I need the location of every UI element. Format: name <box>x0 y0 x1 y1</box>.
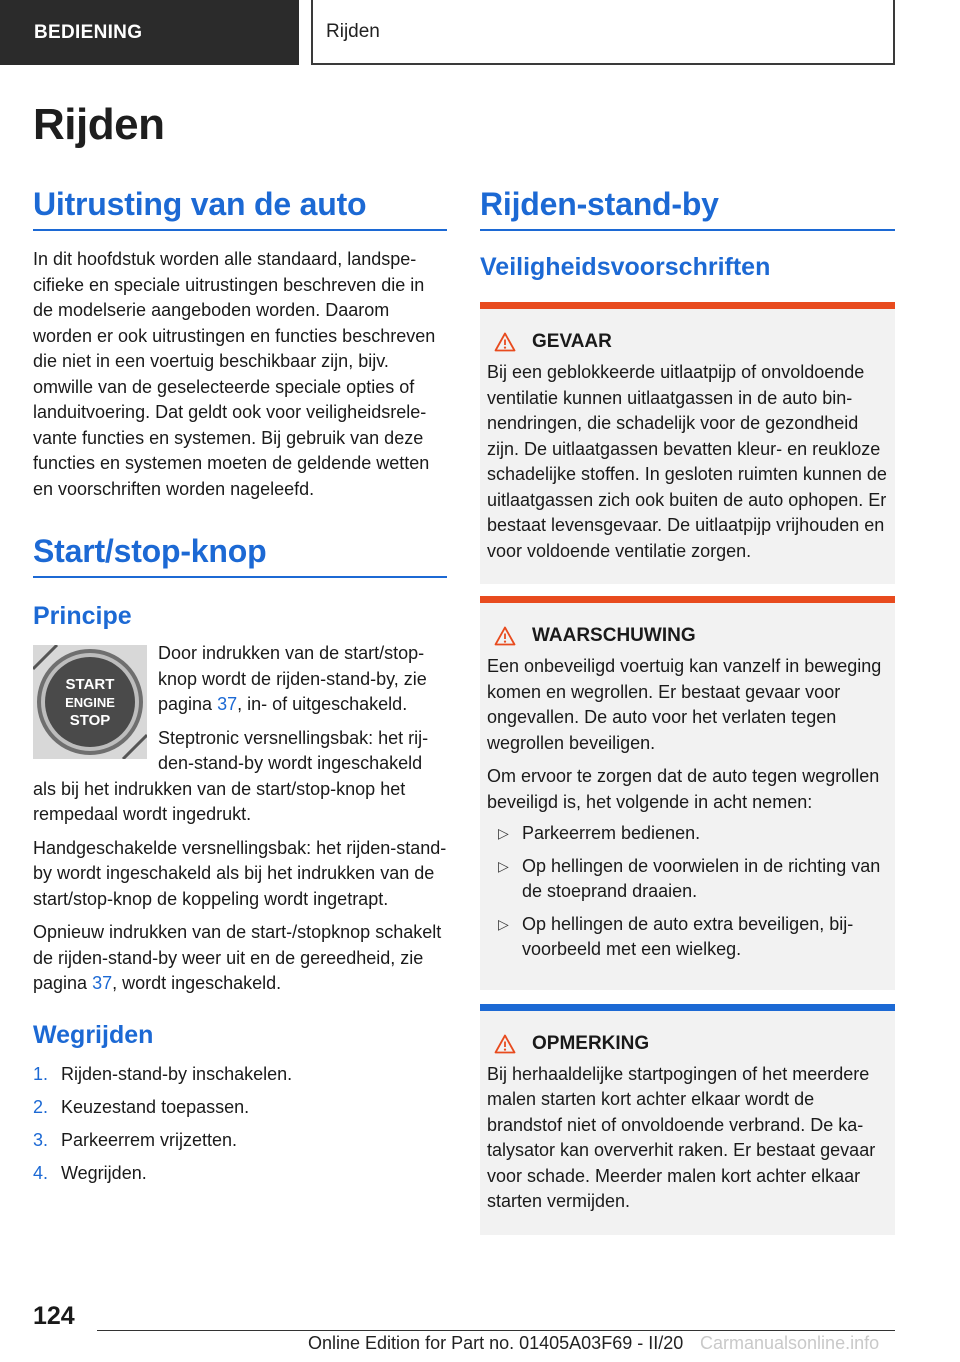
page-link-37[interactable]: 37 <box>217 694 238 714</box>
heading-startstop: Start/stop-knop <box>33 533 447 578</box>
waarschuwing-text-1: Een onbeveiligd voertuig kan vanzelf in beweging komen en wegrollen. Er bestaat gevaar voor ongevallen. De auto voor het verlaten tegen wegrollen beveiligen. <box>487 656 882 753</box>
wegrijden-steps <box>33 1058 447 1190</box>
principe-paragraph-4: Opnieuw indrukken van de start-/stopknop schakelt de rijden-stand-by weer uit en de gereedheid, zie pagina 37, wordt ingeschakeld. <box>33 922 442 993</box>
waarschuwing-list <box>487 821 887 963</box>
list-item: ▷ Op hellingen de auto extra beveiligen, bijvoorbeeld met een wielkeg. <box>498 913 854 959</box>
start-button-illustration <box>33 645 147 759</box>
header-chapter <box>311 0 895 65</box>
list-item: 1. Rijden-stand-by inschakelen. <box>33 1063 293 1084</box>
arrow-bullet-icon: ▷ <box>498 915 509 932</box>
list-item: ▷ Op hellingen de voorwielen in de richting van de stoeprand draaien. <box>498 855 881 901</box>
warning-triangle-icon <box>494 626 516 646</box>
header-section <box>0 0 299 65</box>
list-item: ▷ Parkeerrem bedienen. <box>487 821 887 847</box>
footer-divider <box>97 1330 895 1331</box>
heading-uitrusting: Uitrusting van de auto <box>33 186 447 231</box>
opmerking-title: OPMERKING <box>532 1032 650 1054</box>
page-link-37-second[interactable]: 37 <box>92 973 113 993</box>
opmerking-text: Bij herhaaldelijke startpogingen of het meerdere malen starten kort achter elkaar wordt de brandstof niet of onvoldoende verbrand. De katalysator kan oververhit raken. Er bestaat gevaar voor schade. Meerder malen kort achter elkaar starten vermijden. <box>487 1063 876 1211</box>
waarschuwing-title: WAARSCHUWING <box>532 625 696 646</box>
arrow-bullet-icon: ▷ <box>498 857 509 874</box>
principe-paragraph-2: Steptronic versnellingsbak: het rijden-stand-by wordt ingeschakeld als bij het indrukken van de start/stop-knop het rempedaal wordt ingedrukt. <box>33 727 429 824</box>
warning-box-opmerking <box>480 1004 895 1235</box>
start-button-image <box>33 645 147 759</box>
gevaar-title: GEVAAR <box>532 331 612 352</box>
header-section-label: BEDIENING <box>34 21 143 43</box>
header-chapter-label: Rijden <box>326 20 380 42</box>
start-button-text-1: START <box>65 676 115 693</box>
heading-veiligheidsvoorschriften: Veiligheidsvoorschriften <box>480 253 771 281</box>
heading-principe: Principe <box>33 602 132 630</box>
list-item: 2. Keuzestand toepassen. <box>33 1096 250 1117</box>
start-button-text-2: ENGINE <box>65 695 115 710</box>
start-button-text-3: STOP <box>69 712 111 729</box>
list-item: 4. Wegrijden. <box>33 1162 147 1183</box>
warning-box-gevaar <box>480 302 895 584</box>
warning-triangle-icon <box>494 1034 516 1054</box>
gevaar-text: Bij een geblokkeerde uitlaatpijp of onvoldoende ventilatie kunnen uitlaatgassen in de auto binnendringen, die schadelijk voor de gezondheid zijn. De uitlaatgassen bevatten kleur- en reukloze schadelijke stoffen. In gesloten ruimten kunnen de uitlaatgassen zich ook buiten de auto ophopen. Er bestaat levensgevaar. De uitlaatpijp vrijhouden en voor voldoende ventilatie zorgen. <box>487 362 887 561</box>
principe-paragraph-1: Door indrukken van de start/stop-knop wordt de rijden-stand-by, zie pagina 37, in- of uitgeschakeld. <box>158 643 427 714</box>
watermark: Carmanualsonline.info <box>700 1333 880 1353</box>
page-number: 124 <box>33 1302 75 1330</box>
footer-edition: Online Edition for Part no. 01405A03F69 - II/20 <box>308 1333 684 1353</box>
page-title: Rijden <box>33 100 165 149</box>
left-column <box>33 186 447 1190</box>
list-item: 3. Parkeerrem vrijzetten. <box>33 1129 238 1150</box>
warning-box-waarschuwing <box>480 596 895 990</box>
right-column <box>480 186 895 1235</box>
waarschuwing-text-2: Om ervoor te zorgen dat de auto tegen wegrollen beveiligd is, het volgende in acht nemen: <box>487 766 880 812</box>
principe-section <box>33 641 447 997</box>
heading-wegrijden: Wegrijden <box>33 1020 154 1049</box>
heading-rijden-stand-by: Rijden-stand-by <box>480 186 895 231</box>
principe-paragraph-3: Handgeschakelde versnellingsbak: het rijden-stand-by wordt ingeschakeld als bij het indrukken van de start/stop-knop de koppeling wordt ingetrapt. <box>33 837 447 909</box>
arrow-bullet-icon: ▷ <box>498 825 509 841</box>
warning-triangle-icon <box>494 332 516 352</box>
uitrusting-body: In dit hoofdstuk worden alle standaard, landspecifieke en speciale uitrustingen beschreven die in de modelserie aangeboden worden. Daarom worden er ook uitrustingen en functies beschreven die niet in een voertuig beschikbaar zijn, bijv. omwille van de geselecteerde speciale opties of landuitvoering. Dat geldt ook voor veiligheidsrelevante functies en systemen. Bij gebruik van deze functies en systemen moeten de geldende wetten en voorschriften worden nageleefd. <box>33 249 436 499</box>
